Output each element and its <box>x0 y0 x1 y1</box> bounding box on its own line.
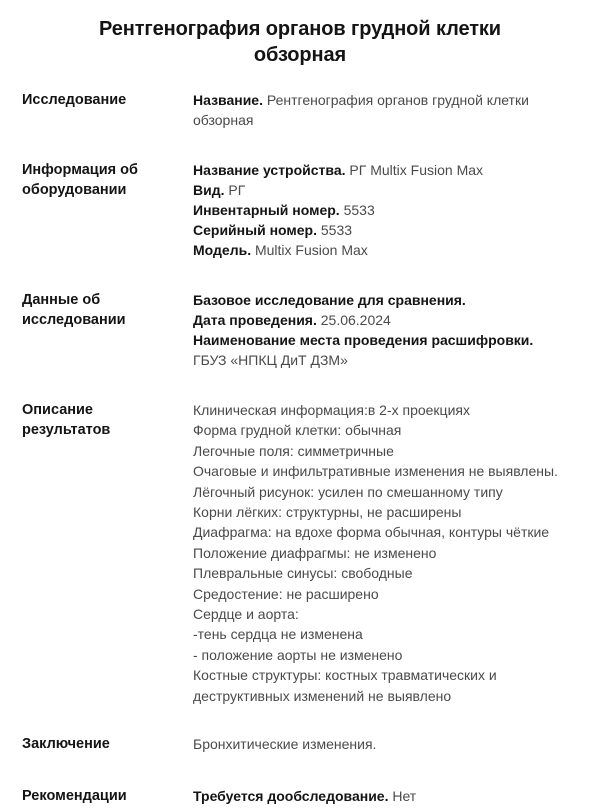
conclusion-text-line <box>193 734 586 754</box>
field-key-reading-place: Наименование места проведения расшифровки. <box>193 332 534 348</box>
finding-line: -тень сердца не изменена <box>193 626 363 643</box>
field-study-date <box>193 310 586 330</box>
section-conclusion <box>0 734 600 754</box>
conclusion-text: Бронхитические изменения. <box>193 736 377 753</box>
section-study-data <box>0 290 600 370</box>
section-body-study-data <box>193 290 586 370</box>
finding-line: - положение аорты не изменено <box>193 646 403 663</box>
field-study-name <box>193 90 586 130</box>
field-value-reading-place-line <box>193 350 586 370</box>
section-label-study-data: Данные об исследовании <box>22 292 126 328</box>
section-body-equipment <box>193 160 586 260</box>
section-equipment <box>0 160 600 260</box>
section-description <box>0 400 600 706</box>
finding-line: Форма грудной клетки: обычная <box>193 422 402 439</box>
section-label-recommendations: Рекомендации <box>22 788 127 805</box>
section-body-recommendations <box>193 786 586 806</box>
section-label-description: Описание результатов <box>22 402 111 438</box>
field-value-reading-place: ГБУЗ «НПКЦ ДиТ ДЗМ» <box>193 352 348 368</box>
field-value-device-kind: РГ <box>228 182 246 198</box>
finding-line: Диафрагма: на вдохе форма обычная, контуры чёткие <box>193 524 550 541</box>
finding-line: Очаговые и инфильтративные изменения не выявлены. <box>193 463 558 480</box>
section-body-investigation <box>193 90 586 130</box>
field-key-study-name: Название. <box>193 92 263 108</box>
field-reading-place <box>193 330 586 350</box>
page-title: Рентгенография органов грудной клетки обзорная <box>98 18 502 66</box>
field-value-model: Multix Fusion Max <box>254 242 368 258</box>
field-value-device-name: РГ Multix Fusion Max <box>349 162 484 178</box>
finding-line: Сердце и аорта: <box>193 606 299 623</box>
field-device-name <box>193 160 586 180</box>
field-value-serial-number: 5533 <box>320 222 353 238</box>
sections-container <box>0 90 600 806</box>
field-key-baseline-study: Базовое исследование для сравнения. <box>193 292 466 308</box>
finding-line: Корни лёгких: структурны, не расширены <box>193 504 462 521</box>
finding-line: Легочные поля: симметричные <box>193 442 394 459</box>
field-baseline-study <box>193 290 586 310</box>
finding-line: Лёгочный рисунок: усилен по смешанному типу <box>193 483 503 500</box>
section-body-description <box>193 400 586 706</box>
field-key-serial-number: Серийный номер. <box>193 222 317 238</box>
field-key-model: Модель. <box>193 242 252 258</box>
field-key-followup-required: Требуется дообследование. <box>193 788 389 805</box>
section-label-equipment: Информация об оборудовании <box>22 162 138 198</box>
section-recommendations <box>0 786 600 806</box>
field-key-study-date: Дата проведения. <box>193 312 317 328</box>
field-value-study-name: Рентгенография органов грудной клетки обзорная <box>193 92 529 128</box>
field-device-kind <box>193 180 586 200</box>
field-followup-required <box>193 786 586 806</box>
field-model <box>193 240 586 260</box>
finding-line: Плевральные синусы: свободные <box>193 565 413 582</box>
finding-line: Положение диафрагмы: не изменено <box>193 544 437 561</box>
field-key-device-name: Название устройства. <box>193 162 346 178</box>
section-investigation <box>0 90 600 130</box>
field-value-followup-required: Нет <box>392 788 417 805</box>
finding-line: Средостение: не расширено <box>193 585 379 602</box>
section-body-conclusion <box>193 734 586 754</box>
section-label-conclusion: Заключение <box>22 736 110 753</box>
field-value-inventory-number: 5533 <box>343 202 375 218</box>
field-value-study-date: 25.06.2024 <box>320 312 391 328</box>
section-label-investigation: Исследование <box>22 92 127 108</box>
finding-line: Клиническая информация:в 2-х проекциях <box>193 402 470 418</box>
field-inventory-number <box>193 200 586 220</box>
field-serial-number <box>193 220 586 240</box>
field-key-device-kind: Вид. <box>193 182 225 198</box>
field-key-inventory-number: Инвентарный номер. <box>193 202 340 218</box>
finding-line: Костные структуры: костных травматических и деструктивных изменений не выявлено <box>193 667 497 704</box>
